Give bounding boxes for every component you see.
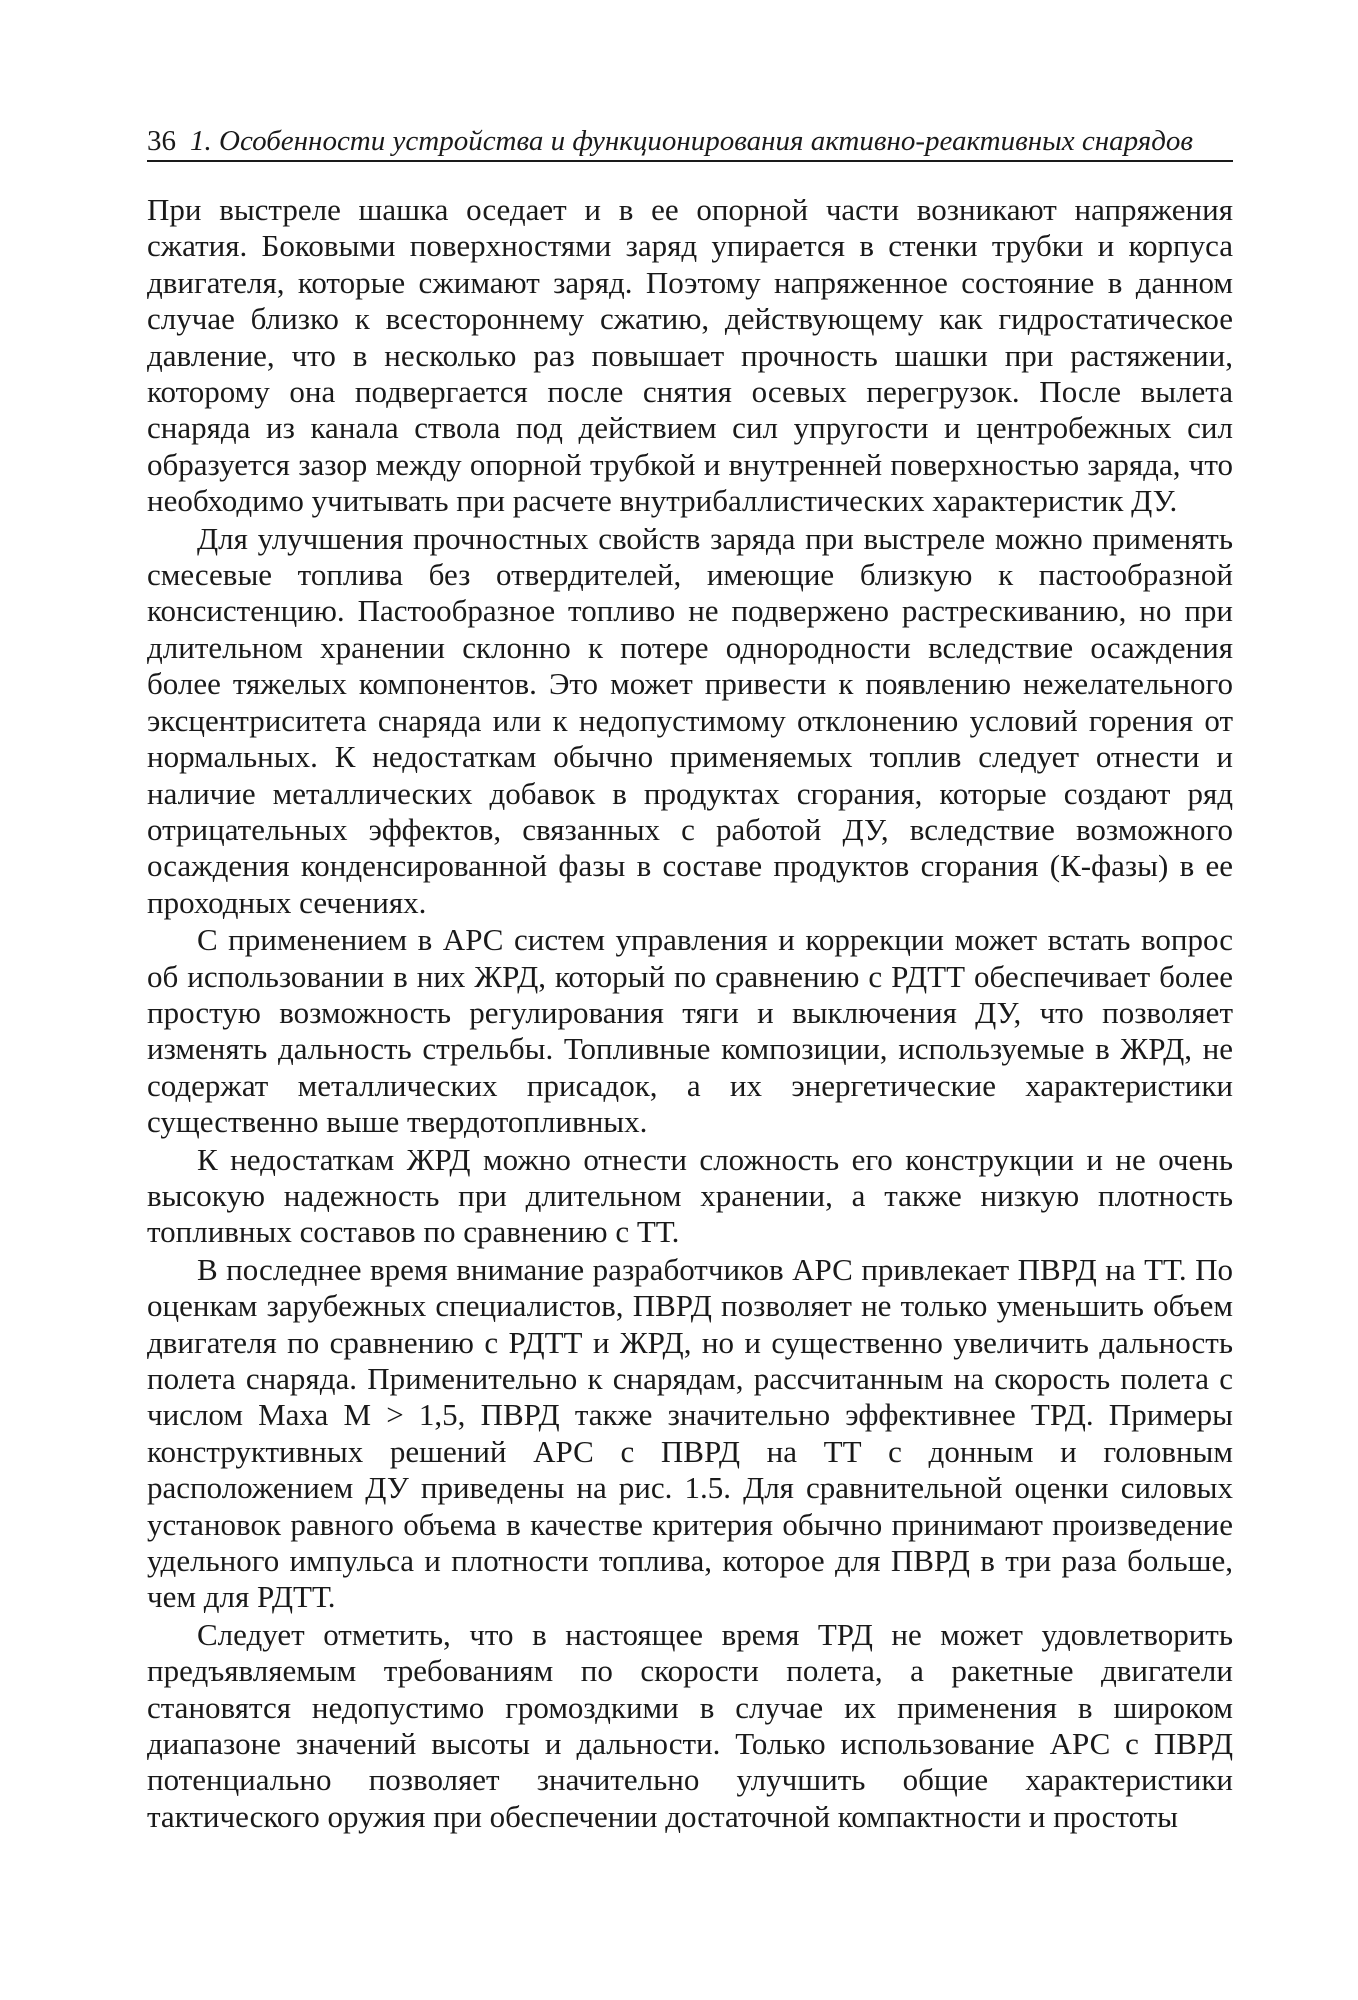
running-header (147, 124, 1233, 162)
running-title: 1. Особенности устройства и функционирования активно-реактивных снарядов (190, 125, 1193, 157)
paragraph: В последнее время внимание разработчиков АРС привлекает ПВРД на ТТ. По оценкам зарубежных специалистов, ПВРД позволяет не только уменьшить объем двигателя по сравнению с РДТТ и ЖРД, но и существенно увеличить дальность полета снаряда. Применительно к снарядам, рассчитанным на скорость полета с числом Маха M > 1,5, ПВРД также значительно эффективнее ТРД. Примеры конструктивных решений АРС с ПВРД на ТТ с донным и головным расположением ДУ приведены на рис. 1.5. Для сравнительной оценки силовых установок равного объема в качестве критерия обычно принимают произведение удельного импульса и плотности топлива, которое для ПВРД в три раза больше, чем для РДТТ. (147, 1251, 1233, 1615)
paragraph: К недостаткам ЖРД можно отнести сложность его конструкции и не очень высокую надежность при длительном хранении, а также низкую плотность топливных составов по сравнению с ТТ. (147, 1141, 1233, 1250)
paragraph: Следует отметить, что в настоящее время ТРД не может удовлетворить предъявляемым требованиям по скорости полета, а ракетные двигатели становятся недопустимо громоздкими в случае их применения в широком диапазоне значений высоты и дальности. Только использование АРС с ПВРД потенциально позволяет значительно улучшить общие характеристики тактического оружия при обеспечении достаточной компактности и простоты (147, 1616, 1233, 1834)
page-number: 36 (147, 125, 176, 157)
paragraph: Для улучшения прочностных свойств заряда при выстреле можно применять смесевые топлива без отвердителей, имеющие близкую к пастообразной консистенцию. Пастообразное топливо не подвержено растрескиванию, но при длительном хранении склонно к потере однородности вследствие осаждения более тяжелых компонентов. Это может привести к появлению нежелательного эксцентриситета снаряда или к недопустимому отклонению условий горения от нормальных. К недостаткам обычно применяемых топлив следует отнести и наличие металлических добавок в продуктах сгорания, которые создают ряд отрицательных эффектов, связанных с работой ДУ, вследствие возможного осаждения конденсированной фазы в составе продуктов сгорания (К-фазы) в ее проходных сечениях. (147, 520, 1233, 920)
paragraph: При выстреле шашка оседает и в ее опорной части возникают напряжения сжатия. Боковыми поверхностями заряд упирается в стенки трубки и корпуса двигателя, которые сжимают заряд. Поэтому напряженное состояние в данном случае близко к всестороннему сжатию, действующему как гидростатическое давление, что в несколько раз повышает прочность шашки при растяжении, которому она подвергается после снятия осевых перегрузок. После вылета снаряда из канала ствола под действием сил упругости и центробежных сил образуется зазор между опорной трубкой и внутренней поверхностью заряда, что необходимо учитывать при расчете внутрибаллистических характеристик ДУ. (147, 192, 1233, 519)
body-text (147, 192, 1233, 1836)
paragraph: С применением в АРС систем управления и коррекции может встать вопрос об использовании в них ЖРД, который по сравнению с РДТТ обеспечивает более простую возможность регулирования тяги и выключения ДУ, что позволяет изменять дальность стрельбы. Топливные композиции, используемые в ЖРД, не содержат металлических присадок, а их энергетические характеристики существенно выше твердотопливных. (147, 922, 1233, 1140)
